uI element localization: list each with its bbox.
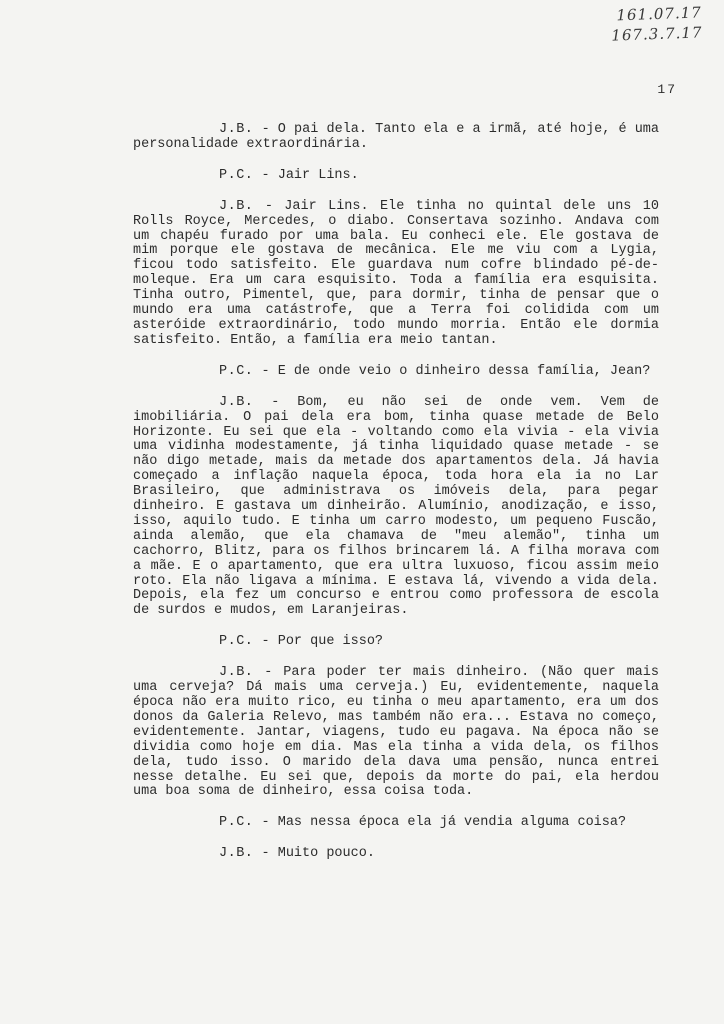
paragraph-text: - Por que isso? <box>261 634 384 650</box>
speaker-label: J.B. <box>219 846 254 862</box>
transcript-body <box>133 123 659 878</box>
annotation-line-2: 167.3.7.17 <box>610 23 703 45</box>
speaker-label: P.C. <box>219 167 254 183</box>
handwritten-annotation <box>610 2 702 45</box>
paragraph-text: - Para poder ter mais dinheiro. (Não quer mais uma cerveja? Dá mais uma cerveja.) Eu, evidentemente, naquela época não era muito rico, eu tinha o meu apartamento, era um dos donos da Galeria Relevo, mas também não era... Estava no começo, evidentemente. Jantar, viagens, tudo eu pagava. Na época não se dividia como hoje em dia. Mas ela tinha a vida dela, os filhos dela, tudo isso. O marido dela dava uma pensão, nunca entrei nesse detalhe. Eu sei que, depois da morte do pai, ela herdou uma boa soma de dinheiro, essa coisa toda. <box>133 665 659 800</box>
paragraph-text: - E de onde veio o dinheiro dessa família, Jean? <box>261 363 651 379</box>
speaker-label: J.B. <box>219 665 254 681</box>
speaker-label: J.B. <box>219 122 254 137</box>
transcript-paragraph <box>133 365 659 380</box>
paragraph-text: - O pai dela. Tanto ela e a irmã, até hoje, é uma personalidade extraordinária. <box>133 122 660 152</box>
page-number: 17 <box>657 82 677 97</box>
transcript-paragraph <box>133 169 659 184</box>
speaker-label: P.C. <box>219 363 254 379</box>
transcript-paragraph <box>133 847 659 862</box>
paragraph-text: - Bom, eu não sei de onde vem. Vem de imobiliária. O pai dela era bom, tinha quase metade de Belo Horizonte. Eu sei que ela - voltando como ela vivia - ela vivia uma vidinha modestamente, já tinha liquidado quase metade - se não digo metade, mais da metade dos apartamentos dela. Já havia começado a inflação naquela época, toda hora ela ia no Lar Brasileiro, que administrava os imóveis dela, para pegar dinheiro. E gastava um dinheirão. Alumínio, anodização, e isso, isso, aquilo tudo. E tinha um carro modesto, um pequeno Fuscão, ainda alemão, que ela chamava de "meu alemão", tinha um cachorro, Blitz, para os filhos brincarem lá. A filha morava com a mãe. E o apartamento, que era ultra luxuoso, ficou assim meio roto. Ela não ligava a mínima. E estava lá, vivendo a vida dela. Depois, ela fez um concurso e entrou como professora de escola de surdos e mudos, em Laranjeiras. <box>133 394 659 619</box>
paragraph-text: - Muito pouco. <box>261 846 375 862</box>
transcript-paragraph <box>133 666 659 800</box>
paragraph-text: - Mas nessa época ela já vendia alguma coisa? <box>261 815 627 831</box>
paragraph-text: - Jair Lins. <box>261 167 359 183</box>
speaker-label: J.B. <box>219 198 254 214</box>
speaker-label: P.C. <box>219 815 254 831</box>
speaker-label: P.C. <box>219 634 254 650</box>
annotation-line-1: 161.07.17 <box>616 3 702 25</box>
transcript-paragraph <box>133 123 659 153</box>
transcript-paragraph <box>133 200 659 349</box>
speaker-label: J.B. <box>219 394 254 410</box>
transcript-paragraph <box>133 816 659 831</box>
paragraph-text: - Jair Lins. Ele tinha no quintal dele uns 10 Rolls Royce, Mercedes, o diabo. Consertava sozinho. Andava com um chapéu furado por uma bala. Eu conheci ele. Ele gostava de mim porque ele gostava de mecânica. Ele me viu com a Lygia, ficou todo satisfeito. Ele guardava num cofre blindado pé-de-moleque. Era um cara esquisito. Toda a família era esquisita. Tinha outro, Pimentel, que, para dormir, tinha de pensar que o mundo era uma catástrofe, que a Terra foi colidida com um asteróide extraordinário, todo mundo morria. Então ele dormia satisfeito. Então, a família era meio tantan. <box>133 198 660 348</box>
transcript-paragraph <box>133 635 659 650</box>
transcript-paragraph <box>133 396 659 620</box>
